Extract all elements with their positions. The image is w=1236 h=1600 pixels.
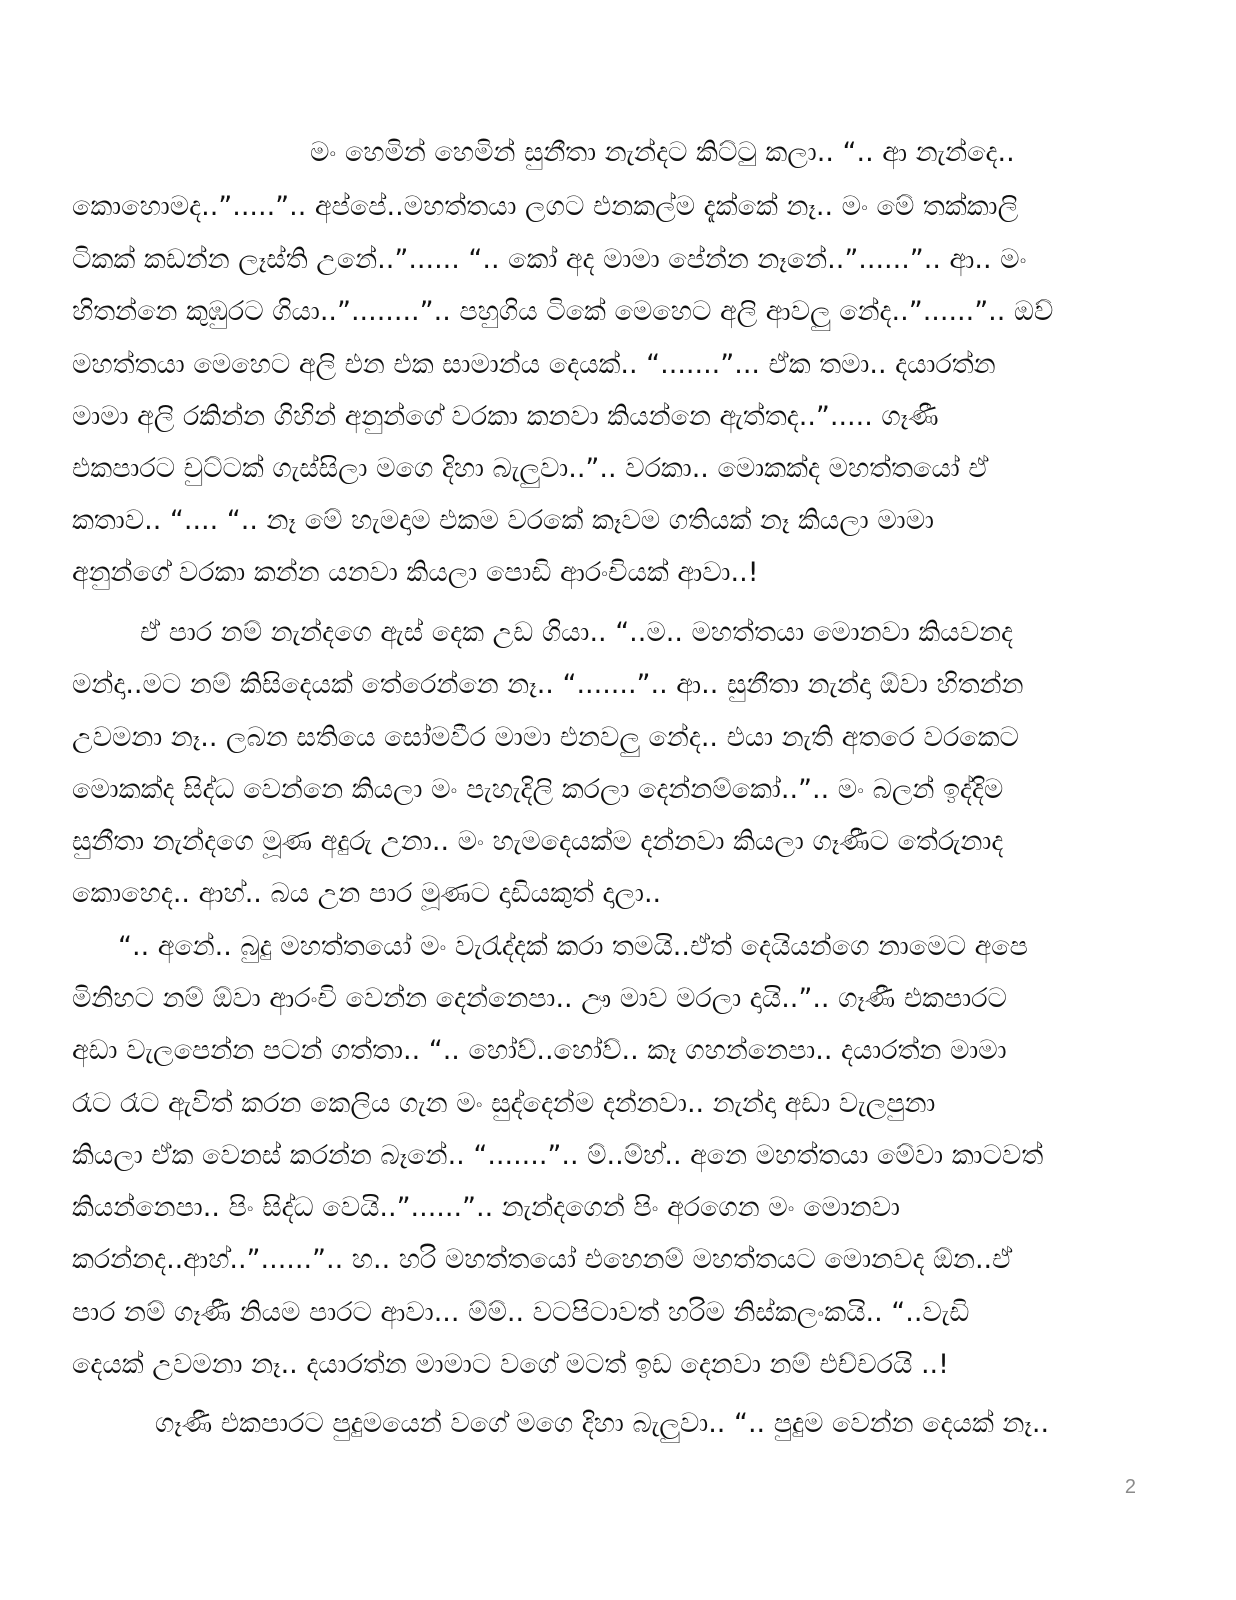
paragraph-3-line-8: පාර නම් ගෑණී නියම පාරට ආවා... ම්ම්.. වටපිටාවත් හරිම නිස්කලංකයි.. “..වැඩි [72, 1297, 970, 1328]
paragraph-2-line-2: මන්දා..මට නම් කිසිදෙයක් තේරෙන්නෙ නෑ.. “.......”.. ආ.. සුනීතා නැන්දා ඕවා හිතන්න [72, 669, 1024, 700]
paragraph-3-line-3: අඩා වැලපෙන්න පටන් ගත්තා.. “.. හෝව්..හෝව්.. කෑ ගහන්නෙපා.. දයාරත්න මාමා [72, 1035, 1007, 1066]
paragraph-1-line-4: හිතන්නෙ කුඹුරට ගියා..”........”.. පහුගිය ටිකේ මෙහෙට අලි ආවලු නේද..”......”.. ඔව් [72, 296, 1054, 327]
page-number: 2 [1124, 1476, 1136, 1498]
paragraph-1-line-5: මහත්තයා මෙහෙට අලි එන එක සාමාන්ය දෙයක්.. “.......”... ඒක තමා.. දයාරත්න [72, 349, 996, 380]
paragraph-4-line-1: ගෑණී එකපාරට පුදුමයෙන් වගේ මගෙ දිහා බැලුවා.. “.. පුදුම වෙන්න දෙයක් නෑ.. [155, 1408, 1050, 1439]
paragraph-1-line-7: එකපාරට චුට්ටක් ගැස්සිලා මගෙ දිහා බැලුවා..”.. වරකා.. මොකක්ද මහත්තයෝ ඒ [72, 453, 989, 484]
paragraph-3-line-1: “.. අනේ.. බුදු මහත්තයෝ මං වැරැද්දක් කරා තමයි..ඒත් දෙයියන්ගෙ නාමෙට අපෙ [118, 931, 1028, 962]
paragraph-3-line-6: කියන්නෙපා.. පිං සිද්ධ වෙයි..”......”.. නැන්දගෙන් පිං අරගෙන මං මොනවා [72, 1192, 900, 1223]
paragraph-1-line-6: මාමා අලි රකින්න ගිහින් අනුන්ගේ වරකා කනවා කියන්නෙ ඇත්තද..”..... ගෑණී [72, 401, 939, 432]
paragraph-2-line-3: උවමනා නෑ.. ලබන සතියෙ සෝමවීර මාමා එනවලු නේද.. එයා නැති අතරෙ වරකෙට [72, 722, 1019, 753]
paragraph-1-line-8: කතාව.. “.... “.. නෑ මේ හැමදාම එකම වරකේ කෑවම ගතියක් නෑ කියලා මාමා [72, 505, 934, 536]
paragraph-3-line-5: කියලා ඒක වෙනස් කරන්න බෑනේ.. “.......”.. ම්..ම්හ්.. අනෙ මහත්තයා මේවා කාටවත් [72, 1140, 1044, 1171]
paragraph-2-line-6: කොහෙද.. ආහ්.. බය උන පාර මූණට දාඩියකුත් දාලා.. [72, 878, 662, 909]
paragraph-3-line-2: මිනිහට නම් ඕවා ආරංචි වෙන්න දෙන්නෙපා.. ඌ මාව මරලා දායි..”.. ගෑණී එකපාරට [72, 983, 1007, 1014]
paragraph-1-line-1: මං හෙමින් හෙමින් සුනීතා නැන්දට කිට්ටු කලා.. “.. ආ නැන්දෙ.. [310, 137, 1015, 168]
paragraph-1-line-9: අනුන්ගේ වරකා කන්න යනවා කියලා පොඩි ආරංචියක් ආවා..! [72, 557, 759, 588]
paragraph-1-line-3: ටිකක් කඩන්න ලෑස්ති උනේ..”...... “.. කෝ අද මාමා පේන්න නෑනේ..”......”.. ආ.. මං [72, 244, 1027, 275]
paragraph-3-line-7: කරන්නද..ආහ්..”......”.. හ.. හරි මහත්තයෝ එහෙනම් මහත්තයට මොනවද ඕන..ඒ [72, 1244, 1013, 1275]
paragraph-2-line-1: ඒ පාර නම් නැන්දගෙ ඇස් දෙක උඩ ගියා.. “..ම.. මහත්තයා මොනවා කියවනද [140, 617, 1014, 648]
paragraph-3-line-4: රෑට රෑට ඇවිත් කරන කෙලිය ගැන මං සුද්දෙන්ම දන්නවා.. නැන්දා අඩා වැලපුනා [72, 1088, 936, 1119]
paragraph-1-line-2: කොහොමද..”.....”.. අප්පේ..මහත්තයා ලගට එනකල්ම දැක්කේ නෑ.. මං මේ තක්කාලි [72, 191, 1019, 222]
paragraph-2-line-5: සුනීතා නැන්දගෙ මූණ අදුරු උනා.. මං හැමදෙයක්ම දන්නවා කියලා ගෑණීට තේරුනාද [72, 826, 1004, 857]
paragraph-3-line-9: දෙයක් උවමනා නෑ.. දයාරත්න මාමාට වගේ මටත් ඉඩ දෙනවා නම් එච්චරයි ..! [72, 1349, 949, 1380]
paragraph-2-line-4: මොකක්ද සිද්ධ වෙන්නෙ කියලා මං පැහැදිලි කරලා දෙන්නම්කෝ..”.. මං බලන් ඉද්දිම [72, 774, 1004, 805]
